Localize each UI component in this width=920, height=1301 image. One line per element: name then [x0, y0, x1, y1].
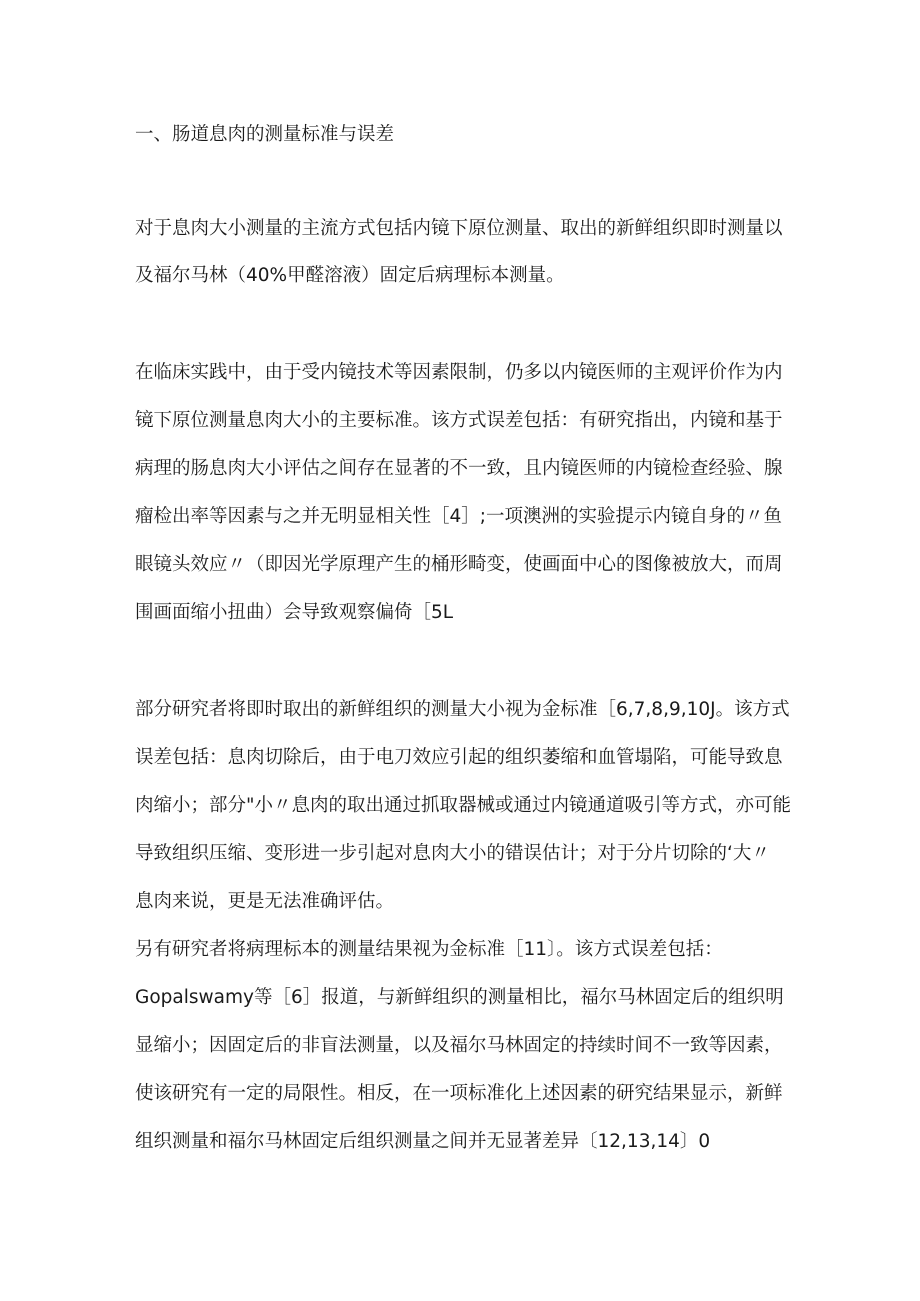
paragraph-3-line-10: 组织测量和福尔马林固定后组织测量之间并无显著差异〔12,13,14〕0 — [135, 1131, 711, 1152]
section-heading: 一、肠道息肉的测量标准与误差 — [135, 124, 395, 145]
paragraph-1-line-2: 及福尔马林（40%甲醛溶液）固定后病理标本测量。 — [135, 265, 565, 286]
paragraph-3-line-9: 使该研究有一定的局限性。相反，在一项标准化上述因素的研究结果显示，新鲜 — [135, 1083, 783, 1104]
paragraph-3-line-6: 另有研究者将病理标本的测量结果视为金标准［11〕。该方式误差包括： — [135, 939, 723, 960]
paragraph-2-line-5: 眼镜头效应〃（即因光学原理产生的桶形畸变，使画面中心的图像被放大，而周 — [135, 554, 783, 575]
paragraph-2-line-3: 病理的肠息肉大小评估之间存在显著的不一致，且内镜医师的内镜检查经验、腺 — [135, 458, 783, 479]
paragraph-3-line-8: 显缩小；因固定后的非盲法测量，以及福尔马林固定的持续时间不一致等因素， — [135, 1035, 783, 1056]
paragraph-2-line-6: 围画面缩小扭曲）会导致观察偏倚［5L — [135, 602, 454, 623]
paragraph-2-line-1: 在临床实践中，由于受内镜技术等因素限制，仍多以内镜医师的主观评价作为内 — [135, 362, 783, 383]
paragraph-3-line-5: 息肉来说，更是无法准确评估。 — [135, 891, 395, 912]
paragraph-2-line-2: 镜下原位测量息肉大小的主要标准。该方式误差包括：有研究指出，内镜和基于 — [135, 410, 783, 431]
paragraph-3-line-4: 导致组织压缩、变形进一步引起对息肉大小的错误估计；对于分片切除的‘大〃 — [135, 843, 770, 864]
paragraph-3-line-7: Gopalswamy等［6］报道，与新鲜组织的测量相比，福尔马林固定后的组织明 — [135, 987, 784, 1008]
paragraph-2-line-4: 瘤检出率等因素与之并无明显相关性［4］;一项澳洲的实验提示内镜自身的〃鱼 — [135, 506, 783, 527]
paragraph-3-line-3: 肉缩小；部分"小〃息肉的取出通过抓取器械或通过内镜通道吸引等方式，亦可能 — [135, 795, 792, 816]
paragraph-3-line-2: 误差包括：息肉切除后，由于电刀效应引起的组织萎缩和血管塌陷，可能导致息 — [135, 747, 783, 768]
paragraph-1-line-1: 对于息肉大小测量的主流方式包括内镜下原位测量、取出的新鲜组织即时测量以 — [135, 218, 783, 239]
paragraph-3-line-1: 部分研究者将即时取出的新鲜组织的测量大小视为金标准［6,7,8,9,10J。该方式 — [135, 699, 790, 720]
